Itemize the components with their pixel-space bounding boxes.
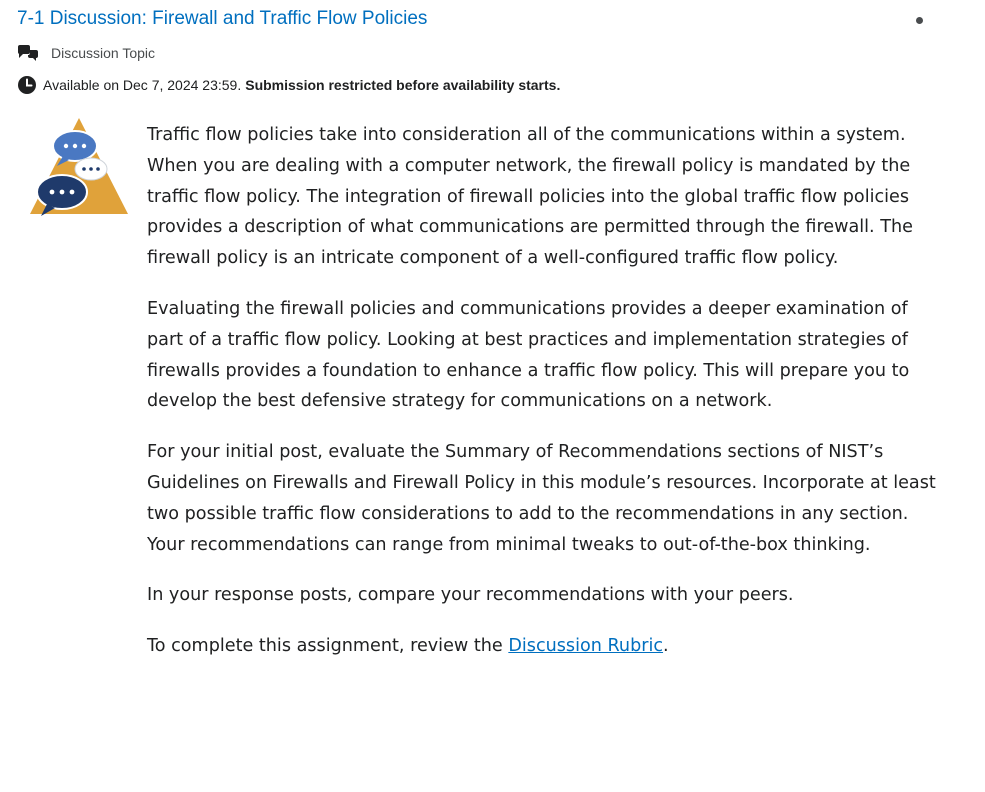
rubric-suffix-text: . [663, 636, 669, 657]
description-paragraph-4: In your response posts, compare your recommendations with your peers. [147, 585, 794, 606]
discussion-title-link[interactable]: 7-1 Discussion: Firewall and Traffic Flow Policies [17, 8, 428, 29]
clock-icon [17, 75, 39, 95]
availability-text: Available on Dec 7, 2024 23:59. [43, 77, 242, 93]
description-paragraph-1: Traffic flow policies take into consideration all of the communications within a system. When you are dealing with a computer network, the firewall policy is mandated by the traffic flow policy. The integration of firewall policies into the global traffic flow policies provides a description of what communications are permitted through the firewall. The firewall policy is an intricate component of a well-configured traffic flow policy. [147, 125, 913, 269]
rubric-prefix-text: To complete this assignment, review the [147, 636, 509, 657]
availability-row [17, 75, 560, 95]
dot-menu-icon[interactable] [912, 13, 926, 27]
restriction-text: Submission restricted before availability starts. [245, 77, 561, 93]
description-paragraph-2: Evaluating the firewall policies and communications provides a deeper examination of part of a traffic flow policy. Looking at best practices and implementation strategies of firewalls provides a foundation to enhance a traffic flow policy. This will prepare you to develop the best defensive strategy for communications on a network. [147, 298, 910, 412]
topic-type-label: Discussion Topic [51, 45, 156, 61]
discussion-rubric-link[interactable]: Discussion Rubric [508, 636, 664, 657]
description-paragraph-3: For your initial post, evaluate the Summary of Recommendations sections of NIST’s Guidelines on Firewalls and Firewall Policy in this module’s resources. Incorporate at least two possible traffic flow considerations to add to the recommendations in any section. Your recommendations can range from minimal tweaks to out-of-the-box thinking. [147, 442, 936, 555]
discussion-description [147, 120, 947, 682]
description-paragraph-5 [147, 631, 947, 662]
discussion-bubbles-icon [17, 43, 39, 63]
discussion-triangle-icon [29, 116, 129, 218]
topic-type-row [17, 43, 155, 63]
